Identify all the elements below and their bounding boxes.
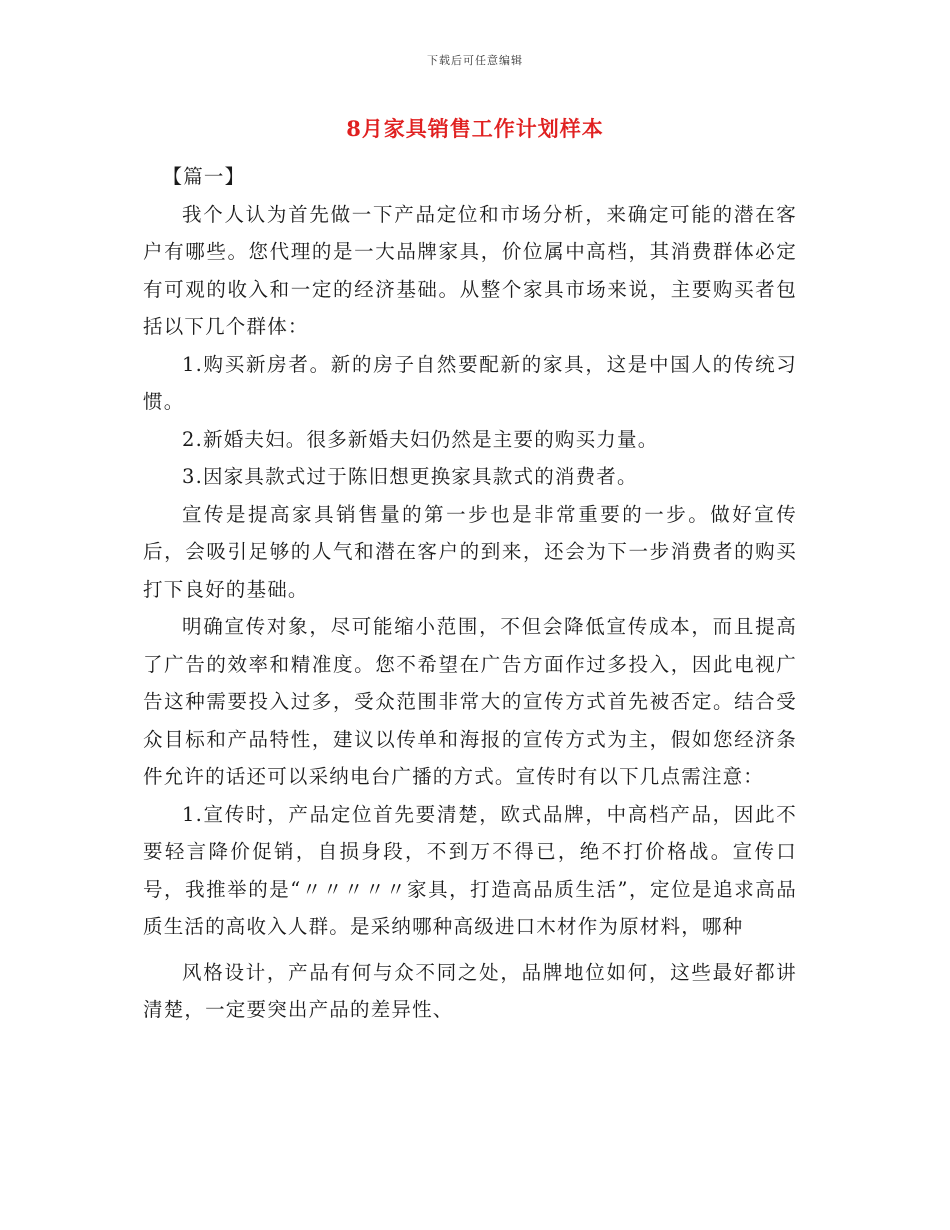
paragraph-continued: 风格设计，产品有何与众不同之处，品牌地位如何，这些最好都讲清楚，一定要突出产品的差异性、 — [143, 960, 797, 1021]
paragraph-list-item-2: 2.新婚夫妇。很多新婚夫妇仍然是主要的购买力量。 — [182, 427, 659, 451]
paragraph-list-item-1: 1.购买新房者。新的房子自然要配新的家具，这是中国人的传统习惯。 — [143, 352, 797, 413]
document-body — [143, 158, 797, 1029]
section-label: 【篇一】 — [162, 165, 246, 188]
paragraph-target: 明确宣传对象，尽可能缩小范围，不但会降低宣传成本，而且提高了广告的效率和精准度。您不希望在广告方面作过多投入，因此电视广告这种需要投入过多，受众范围非常大的宣传方式首先被否定。结合受众目标和产品特性，建议以传单和海报的宣传方式为主，假如您经济条件允许的话还可以采纳电台广播的方式。宣传时有以下几点需注意： — [143, 615, 797, 788]
header-note: 下载后可任意编辑 — [427, 54, 523, 67]
paragraph-intro: 我个人认为首先做一下产品定位和市场分析，来确定可能的潜在客户有哪些。您代理的是一大品牌家具，价位属中高档，其消费群体必定有可观的收入和一定的经济基础。从整个家具市场来说，主要购买者包括以下几个群体： — [143, 202, 797, 338]
paragraph-note-1: 1.宣传时，产品定位首先要清楚，欧式品牌，中高档产品，因此不要轻言降价促销，自损身段，不到万不得已，绝不打价格战。宣传口号，我推举的是“〃〃〃〃〃家具，打造高品质生活”，定位是追求高品质生活的高收入人群。是采纳哪种高级进口木材作为原材料，哪种 — [143, 802, 797, 938]
paragraph-list-item-3: 3.因家具款式过于陈旧想更换家具款式的消费者。 — [182, 465, 638, 488]
document-title: 8月家具销售工作计划样本 — [346, 116, 604, 141]
paragraph-promotion: 宣传是提高家具销售量的第一步也是非常重要的一步。做好宣传后，会吸引足够的人气和潜在客户的到来，还会为下一步消费者的购买打下良好的基础。 — [143, 502, 797, 601]
